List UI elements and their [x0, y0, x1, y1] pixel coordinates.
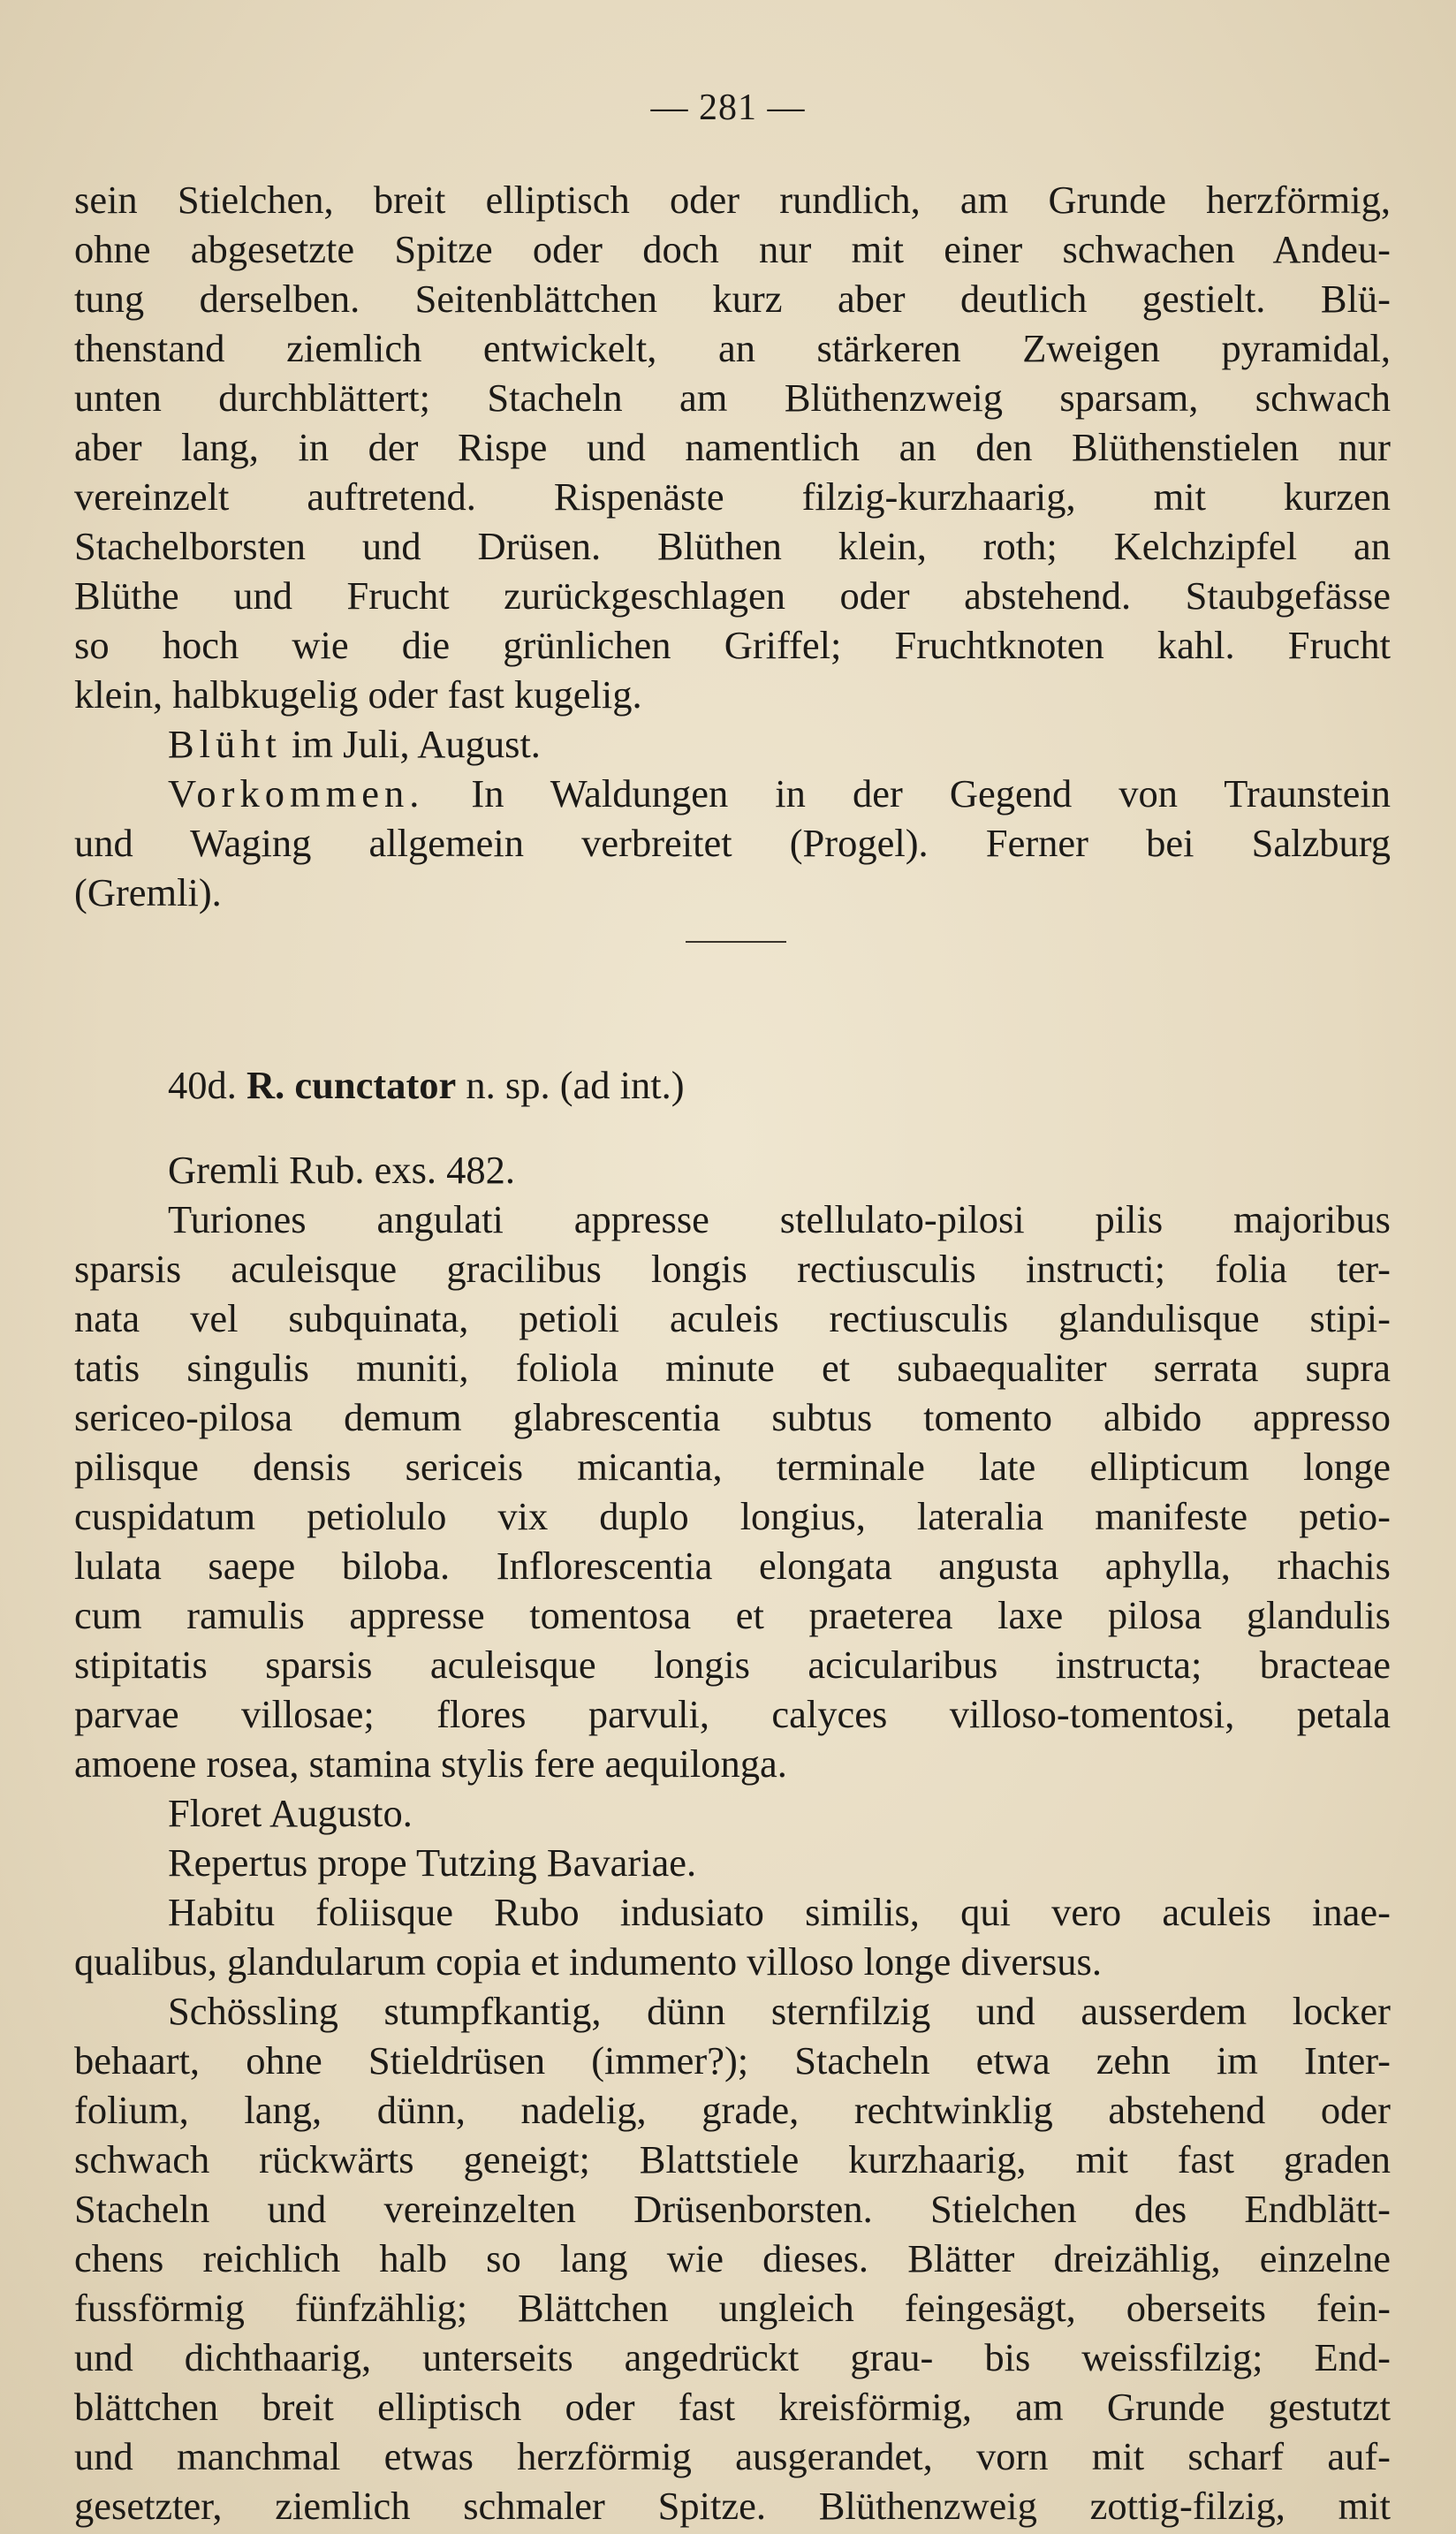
flowering-label: Blüht — [168, 722, 282, 766]
text-line: und dichthaarig, unterseits angedrückt grau- bis weissfilzig; End- — [74, 2335, 1391, 2379]
repertus-line: Repertus prope Tutzing Bavariae. — [168, 1840, 697, 1885]
text-line: parvae villosae; flores parvuli, calyces villoso-tomentosi, petala — [74, 1692, 1391, 1736]
text-line: Turiones angulati appresse stellulato-pilosi pilis majoribus — [168, 1197, 1391, 1241]
text-line: (Gremli). — [74, 870, 222, 914]
text-line: pilisque densis sericeis micantia, terminale late ellipticum longe — [74, 1445, 1391, 1489]
text-line: Stachelborsten und Drüsen. Blüthen klein, roth; Kelchzipfel an — [74, 524, 1391, 568]
species-genus: R. — [246, 1063, 285, 1107]
text-line: chens reichlich halb so lang wie dieses. Blätter dreizählig, einzelne — [74, 2236, 1391, 2280]
species-description — [74, 1145, 1391, 2530]
occurrence-label: Vorkommen. — [168, 771, 425, 816]
text-line: fussförmig fünfzählig; Blättchen ungleich feingesägt, oberseits fein- — [74, 2286, 1391, 2330]
text-line: aber lang, in der Rispe und namentlich an den Blüthenstielen nur — [74, 425, 1391, 469]
text-line: behaart, ohne Stieldrüsen (immer?); Stacheln etwa zehn im Inter- — [74, 2038, 1391, 2083]
text-line: schwach rückwärts geneigt; Blattstiele kurzhaarig, mit fast graden — [74, 2137, 1391, 2181]
top-paragraph — [74, 175, 1391, 917]
text-line: ohne abgesetzte Spitze oder doch nur mit einer schwachen Andeu- — [74, 227, 1391, 271]
species-name: cunctator — [294, 1063, 457, 1107]
text-line: tung derselben. Seitenblättchen kurz aber deutlich gestielt. Blü- — [74, 277, 1391, 321]
flowering-text: im Juli, August. — [281, 722, 541, 766]
text-line: sein Stielchen, breit elliptisch oder rundlich, am Grunde herzförmig, — [74, 178, 1391, 222]
text-line: vereinzelt auftretend. Rispenäste filzig-kurzhaarig, mit kurzen — [74, 474, 1391, 519]
species-number: 40d. — [168, 1063, 237, 1107]
text-line: sparsis aculeisque gracilibus longis rectiusculis instructi; folia ter- — [74, 1247, 1391, 1291]
occurrence-text: In Waldungen in der Gegend von Traunstein — [424, 771, 1391, 816]
text-line: stipitatis sparsis aculeisque longis acicularibus instructa; bracteae — [74, 1643, 1391, 1687]
text-line: unten durchblättert; Stacheln am Blüthenzweig sparsam, schwach — [74, 376, 1391, 420]
text-line: so hoch wie die grünlichen Griffel; Fruchtknoten kahl. Frucht — [74, 623, 1391, 667]
text-line: nata vel subquinata, petioli aculeis rectiusculis glandulisque stipi- — [74, 1296, 1391, 1340]
reference-line: Gremli Rub. exs. 482. — [168, 1148, 516, 1192]
text-line: tatis singulis muniti, foliola minute et subaequaliter serrata supra — [74, 1346, 1391, 1390]
text-line: blättchen breit elliptisch oder fast kreisförmig, am Grunde gestutzt — [74, 2385, 1391, 2429]
page-number: — 281 — — [650, 87, 806, 128]
text-line: thenstand ziemlich entwickelt, an stärkeren Zweigen pyramidal, — [74, 326, 1391, 370]
text-line: Stacheln und vereinzelten Drüsenborsten. Stielchen des Endblätt- — [74, 2187, 1391, 2231]
text-line: cuspidatum petiolulo vix duplo longius, lateralia manifeste petio- — [74, 1494, 1391, 1538]
text-line: Habitu foliisque Rubo indusiato similis, qui vero aculeis inae- — [168, 1890, 1391, 1934]
text-line: cum ramulis appresse tomentosa et praeterea laxe pilosa glandulis — [74, 1593, 1391, 1637]
floret-line: Floret Augusto. — [168, 1791, 413, 1835]
species-heading — [168, 1060, 685, 1110]
text-line: Blüthe und Frucht zurückgeschlagen oder abstehend. Staubgefässe — [74, 573, 1391, 618]
occurrence-line — [74, 769, 1391, 818]
text-line: amoene rosea, stamina stylis fere aequilonga. — [74, 1741, 787, 1786]
section-divider — [686, 941, 786, 943]
text-line: sericeo-pilosa demum glabrescentia subtus tomento albido appresso — [74, 1395, 1391, 1439]
text-line: qualibus, glandularum copia et indumento villoso longe diversus. — [74, 1939, 1102, 1984]
text-line: klein, halbkugelig oder fast kugelig. — [74, 672, 642, 717]
text-line: und Waging allgemein verbreitet (Progel). Ferner bei Salzburg — [74, 821, 1391, 865]
text-line: gesetzter, ziemlich schmaler Spitze. Blüthenzweig zottig-filzig, mit — [74, 2484, 1391, 2528]
text-line: Schössling stumpfkantig, dünn sternfilzig und ausserdem locker — [168, 1989, 1391, 2033]
species-suffix: n. sp. (ad int.) — [456, 1063, 685, 1107]
text-line: und manchmal etwas herzförmig ausgerandet, vorn mit scharf auf- — [74, 2434, 1391, 2478]
text-line: folium, lang, dünn, nadelig, grade, rechtwinklig abstehend oder — [74, 2088, 1391, 2132]
flowering-line — [74, 719, 1391, 769]
text-line: lulata saepe biloba. Inflorescentia elongata angusta aphylla, rhachis — [74, 1544, 1391, 1588]
